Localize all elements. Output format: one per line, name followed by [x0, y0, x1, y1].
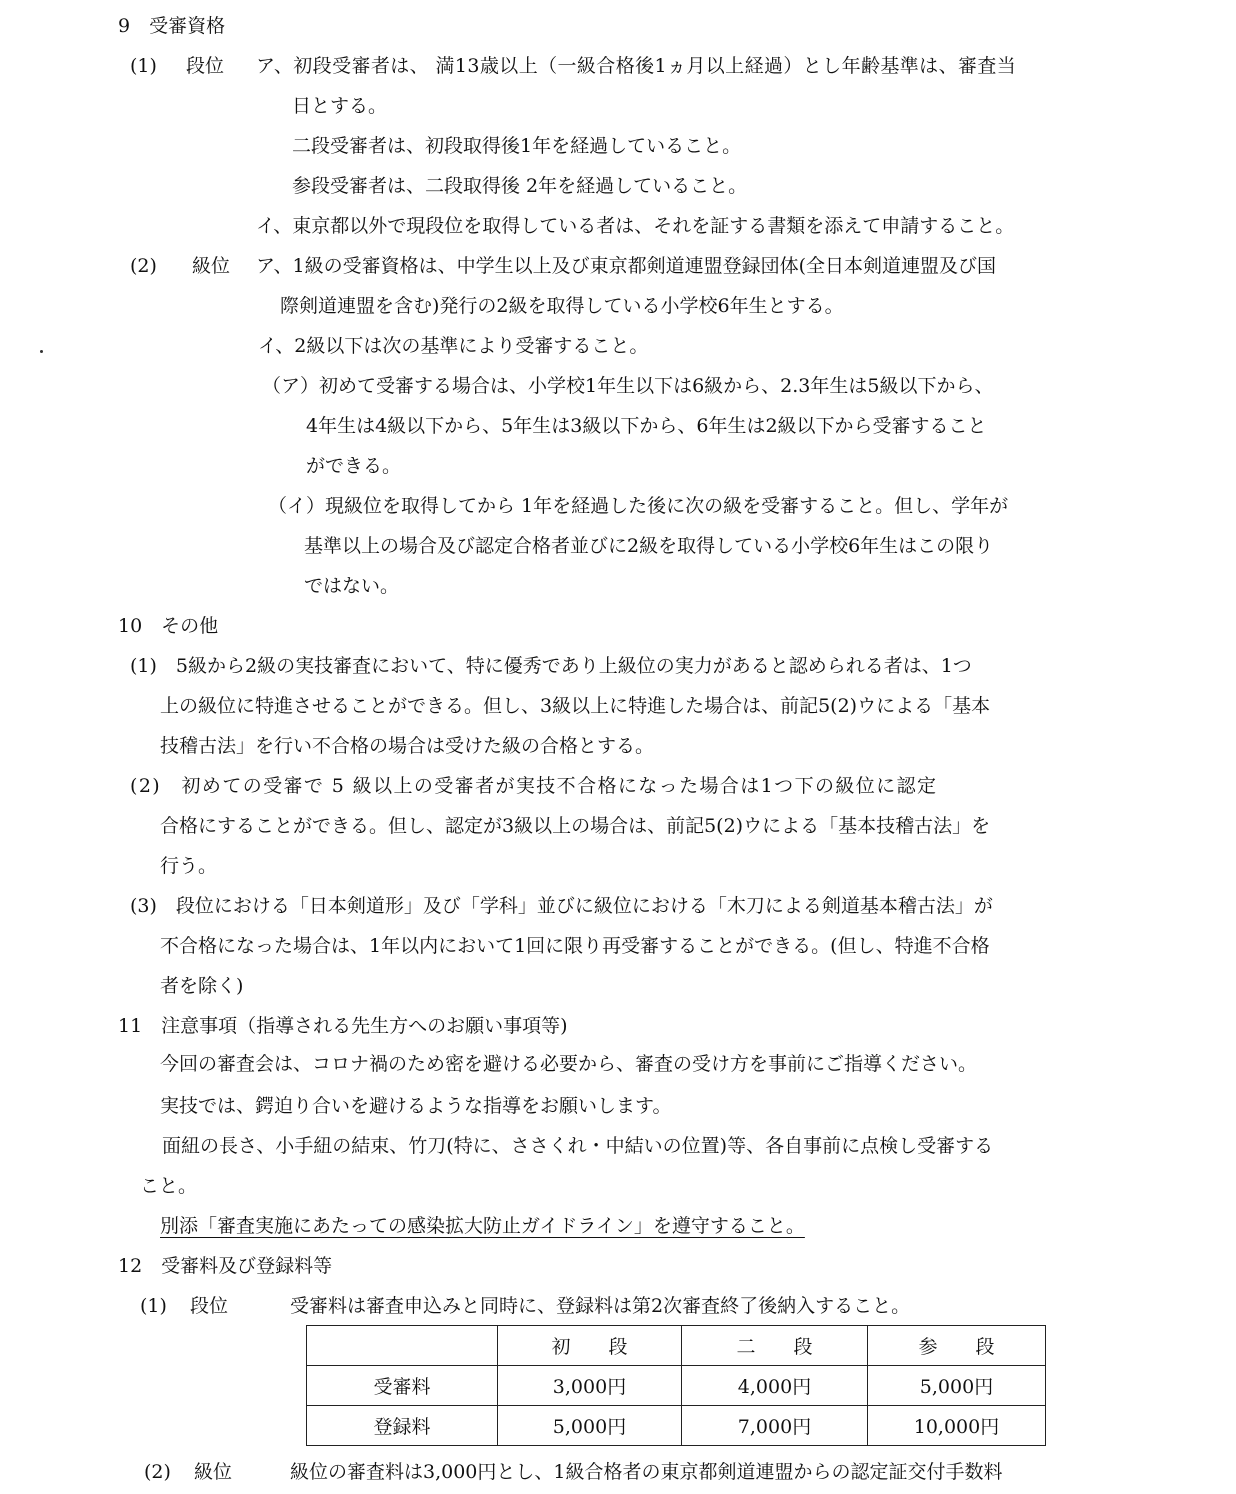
- text-line: 今回の審査会は、コロナ禍のため密を避ける必要から、審査の受け方を事前にご指導ください。: [160, 1053, 978, 1075]
- text-line: こと。: [140, 1175, 198, 1197]
- table-cell: 5,000円: [498, 1406, 682, 1446]
- table-cell: 7,000円: [682, 1406, 868, 1446]
- text-line: ができる。: [306, 455, 402, 477]
- section-11-heading: 11 注意事項（指導される先生方へのお願い事項等): [118, 1015, 568, 1037]
- table-header-cell: [307, 1326, 498, 1366]
- text-line: 二段受審者は、初段取得後1年を経過していること。: [292, 135, 742, 157]
- fee-table: [306, 1325, 1046, 1446]
- table-header-cell: 参 段: [868, 1326, 1046, 1366]
- item-number: (2): [144, 1461, 171, 1483]
- item-number: (2): [130, 255, 157, 277]
- item-label: 段位: [186, 55, 225, 77]
- text-line: 合格にすることができる。但し、認定が3級以上の場合は、前記5(2)ウによる「基本技稽古法」を: [160, 815, 991, 837]
- stray-dot: [40, 350, 43, 353]
- text-line: (2) 初めての受審で 5 級以上の受審者が実技不合格になった場合は1つ下の級位に認定: [130, 775, 938, 797]
- table-header-cell: 二 段: [682, 1326, 868, 1366]
- text-line: 実技では、鍔迫り合いを避けるような指導をお願いします。: [160, 1095, 672, 1117]
- text-line: ではない。: [304, 575, 400, 597]
- table-row: [307, 1366, 1046, 1406]
- table-cell: 4,000円: [682, 1366, 868, 1406]
- item-label: 段位: [190, 1295, 229, 1317]
- text-line: 不合格になった場合は、1年以内において1回に限り再受審することができる。(但し、特進不合格: [160, 935, 990, 957]
- table-cell: 3,000円: [498, 1366, 682, 1406]
- text-line: (3) 段位における「日本剣道形」及び「学科」並びに級位における「木刀による剣道基本稽古法」が: [130, 895, 993, 917]
- text-line: （イ）現級位を取得してから 1年を経過した後に次の級を受審すること。但し、学年が: [268, 495, 1009, 517]
- text-line: 行う。: [160, 855, 218, 877]
- table-cell: 5,000円: [868, 1366, 1046, 1406]
- section-10-heading: 10 その他: [118, 615, 219, 637]
- text-line: 技稽古法」を行い不合格の場合は受けた級の合格とする。: [160, 735, 655, 757]
- table-cell: 受審料: [307, 1366, 498, 1406]
- text-line: ア、初段受審者は、 満13歳以上（一級合格後1ヵ月以上経過）とし年齢基準は、審査当: [256, 55, 1017, 77]
- text-line: 参段受審者は、二段取得後 2年を経過していること。: [292, 175, 748, 197]
- text-line: 日とする。: [292, 95, 388, 117]
- table-header-row: [307, 1326, 1046, 1366]
- text-line: (1) 5級から2級の実技審査において、特に優秀であり上級位の実力があると認められる者は、1つ: [130, 655, 972, 677]
- item-label: 級位: [192, 255, 231, 277]
- text-line: 際剣道連盟を含む)発行の2級を取得している小学校6年生とする。: [280, 295, 844, 317]
- text-line: 受審料は審査申込みと同時に、登録料は第2次審査終了後納入すること。: [290, 1295, 911, 1317]
- section-12-heading: 12 受審料及び登録料等: [118, 1255, 333, 1277]
- text-line: 基準以上の場合及び認定合格者並びに2級を取得している小学校6年生はこの限り: [304, 535, 994, 557]
- text-line: ア、1級の受審資格は、中学生以上及び東京都剣道連盟登録団体(全日本剣道連盟及び国: [256, 255, 996, 277]
- item-number: (1): [140, 1295, 167, 1317]
- table-cell: 10,000円: [868, 1406, 1046, 1446]
- text-line: 者を除く): [160, 975, 244, 997]
- item-number: (1): [130, 55, 157, 77]
- guideline-underlined-text: 別添「審査実施にあたっての感染拡大防止ガイドライン」を遵守すること。: [160, 1215, 805, 1237]
- table-header-cell: 初 段: [498, 1326, 682, 1366]
- text-line: 4年生は4級以下から、5年生は3級以下から、6年生は2級以下から受審すること: [306, 415, 987, 437]
- text-line: 上の級位に特進させることができる。但し、3級以上に特進した場合は、前記5(2)ウによる「基本: [160, 695, 991, 717]
- text-line: 級位の審査料は3,000円とし、1級合格者の東京都剣道連盟からの認定証交付手数料: [290, 1461, 1003, 1483]
- section-9-heading: 9 受審資格: [118, 15, 226, 37]
- table-row: [307, 1406, 1046, 1446]
- text-line: （ア）初めて受審する場合は、小学校1年生以下は6級から、2.3年生は5級以下から、: [262, 375, 994, 397]
- text-line: イ、2級以下は次の基準により受審すること。: [258, 335, 649, 357]
- table-cell: 登録料: [307, 1406, 498, 1446]
- item-label: 級位: [194, 1461, 233, 1483]
- text-line: イ、東京都以外で現段位を取得している者は、それを証する書類を添えて申請すること。: [256, 215, 1015, 237]
- text-line: 面紐の長さ、小手紐の結束、竹刀(特に、ささくれ・中結いの位置)等、各自事前に点検し受審する: [162, 1135, 994, 1157]
